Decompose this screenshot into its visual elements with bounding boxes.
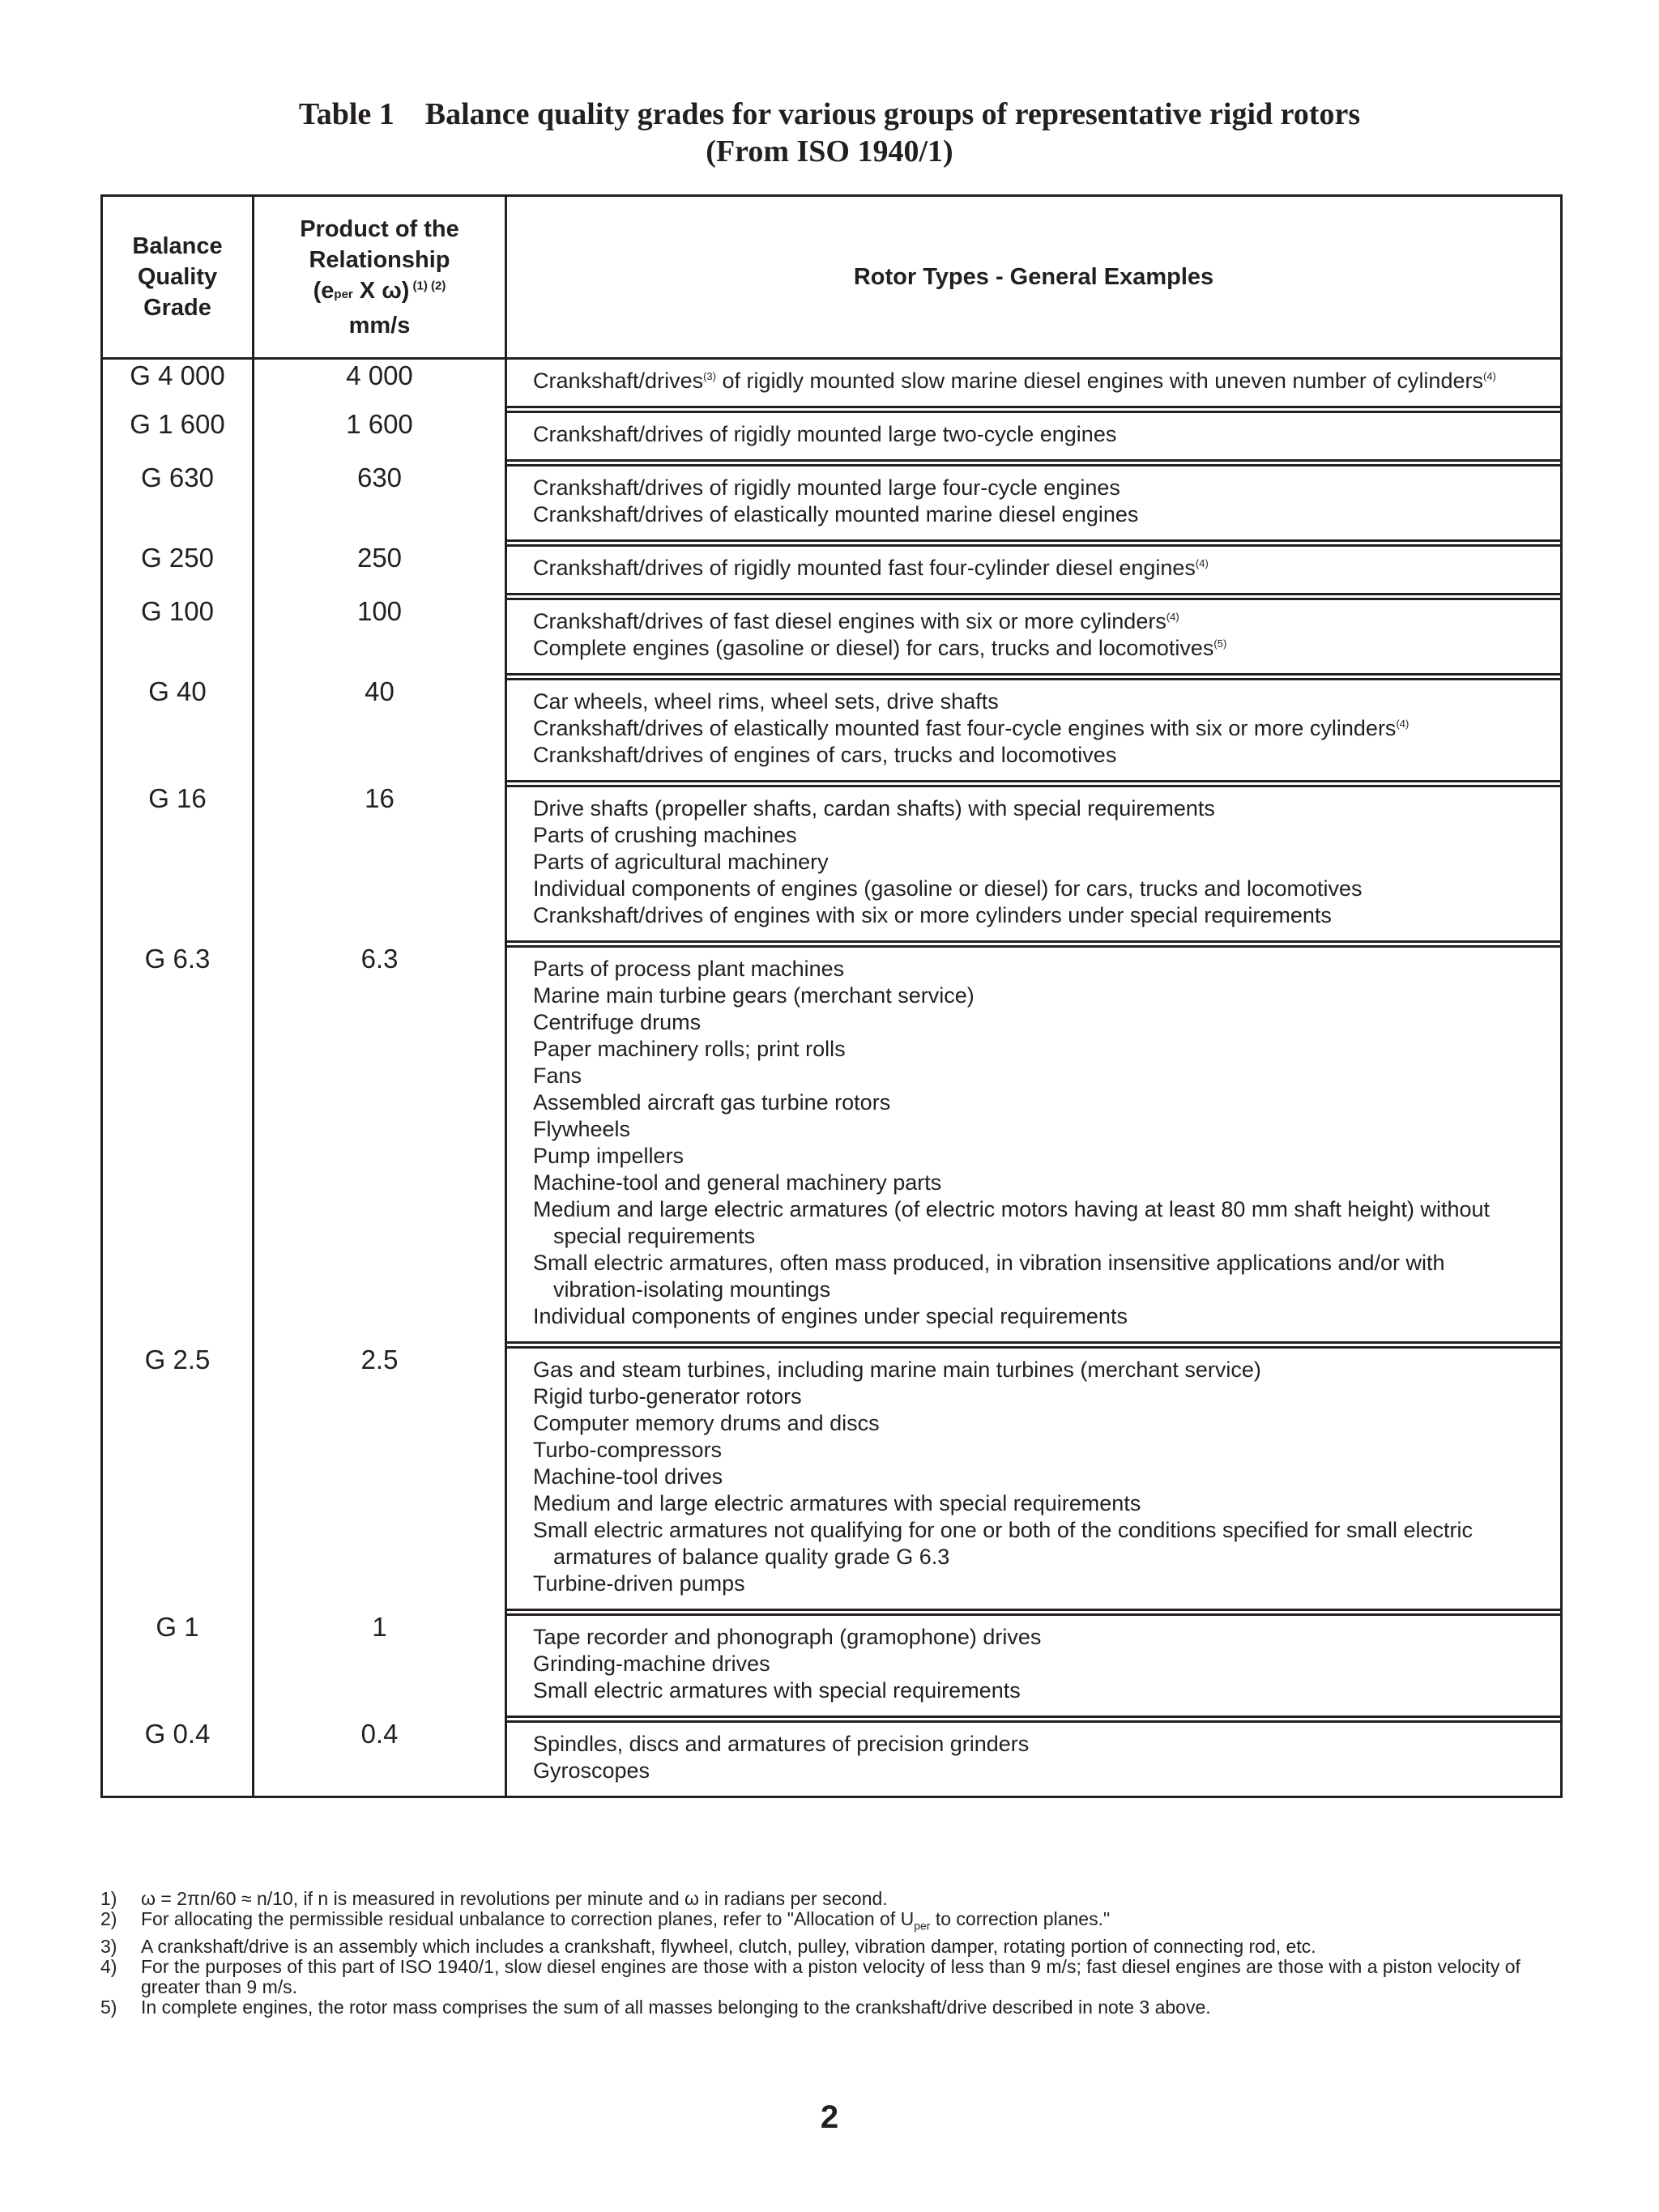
product-cell: 2.5 <box>254 1344 506 1611</box>
footnote <box>100 1909 1560 1937</box>
example-item: Individual components of engines under special requirements <box>533 1304 1128 1328</box>
example-item: Turbo-compressors <box>533 1438 723 1462</box>
example-item-continuation: vibration-isolating mountings <box>553 1277 831 1302</box>
example-item: Gyroscopes <box>533 1758 650 1783</box>
grade-cell: G 4 000 <box>102 359 254 409</box>
grade-cell: G 250 <box>102 542 254 595</box>
example-item: Small electric armatures with special requirements <box>533 1678 1021 1703</box>
footnote <box>100 1997 1560 2018</box>
examples-cell <box>506 595 1562 676</box>
product-cell: 4 000 <box>254 359 506 409</box>
example-item: Crankshaft/drives of rigidly mounted large four-cycle engines <box>533 475 1120 500</box>
table-title-line-1: Table 1 Balance quality grades for various groups of representative rigid rotors <box>298 97 1361 131</box>
footnote-number: 1) <box>100 1888 117 1909</box>
product-cell: 1 <box>254 1611 506 1718</box>
example-item: Crankshaft/drives of fast diesel engines with six or more cylinders$^{(4)}$ <box>533 609 1179 633</box>
examples-cell <box>506 408 1562 462</box>
examples-box <box>507 464 1560 542</box>
examples-box <box>507 544 1560 595</box>
grade-cell: G 6.3 <box>102 943 254 1344</box>
example-item: Grinding-machine drives <box>533 1652 770 1676</box>
grade-cell: G 40 <box>102 676 254 782</box>
example-item: Paper machinery rolls; print rolls <box>533 1037 846 1061</box>
example-item: Crankshaft/drives$^{(3)}$ of rigidly mounted slow marine diesel engines with uneven number of cylinders$^{(4)}$ <box>533 369 1496 393</box>
footnote <box>100 1937 1560 1957</box>
table-row <box>102 676 1562 782</box>
examples-cell <box>506 676 1562 782</box>
example-item: Medium and large electric armatures with special requirements <box>533 1491 1141 1515</box>
footnote-text: In complete engines, the rotor mass comprises the sum of all masses belonging to the crankshaft/drive described in note 3 above. <box>141 1996 1211 2018</box>
examples-box <box>507 598 1560 676</box>
footnote-ref: (4) <box>1166 611 1179 623</box>
table-header-row <box>102 196 1562 359</box>
table-title-line-2: (From ISO 1940/1) <box>706 134 953 168</box>
footnote-text: A crankshaft/drive is an assembly which includes a crankshaft, flywheel, clutch, pulley, vibration damper, rotating portion of connecting rod, etc. <box>141 1935 1316 1957</box>
examples-cell <box>506 782 1562 943</box>
footnote-ref: (4) <box>1396 718 1410 730</box>
header-rotor-types: Rotor Types - General Examples <box>506 196 1562 359</box>
examples-cell <box>506 1611 1562 1718</box>
table-row <box>102 1611 1562 1718</box>
example-item: Crankshaft/drives of rigidly mounted large two-cycle engines <box>533 422 1117 446</box>
footnote-number: 2) <box>100 1908 117 1929</box>
examples-cell <box>506 542 1562 595</box>
examples-cell <box>506 359 1562 409</box>
footnote-text: For allocating the permissible residual unbalance to correction planes, refer to "Allocation of $U_{per}$ to correction planes." <box>141 1908 1111 1933</box>
grade-cell: G 1 <box>102 1611 254 1718</box>
product-cell: 6.3 <box>254 943 506 1344</box>
product-cell: 100 <box>254 595 506 676</box>
table-row <box>102 1344 1562 1611</box>
example-item: Marine main turbine gears (merchant service) <box>533 983 975 1008</box>
table-row <box>102 1718 1562 1797</box>
example-item: Flywheels <box>533 1117 631 1141</box>
examples-box <box>507 1613 1560 1718</box>
examples-box <box>507 945 1560 1344</box>
page-number: 2 <box>820 2099 839 2135</box>
footnote-number: 4) <box>100 1955 117 1977</box>
examples-cell <box>506 943 1562 1344</box>
example-item: Parts of process plant machines <box>533 957 845 981</box>
example-item: Crankshaft/drives of engines of cars, trucks and locomotives <box>533 743 1117 767</box>
product-cell: 1 600 <box>254 408 506 462</box>
examples-box <box>507 1720 1560 1796</box>
example-item: Small electric armatures, often mass produced, in vibration insensitive applications and/or with <box>533 1251 1445 1275</box>
examples-box <box>507 1346 1560 1611</box>
table-row <box>102 595 1562 676</box>
example-item: Assembled aircraft gas turbine rotors <box>533 1090 891 1115</box>
example-item: Medium and large electric armatures (of electric motors having at least 80 mm shaft height) without <box>533 1197 1491 1221</box>
product-cell: 0.4 <box>254 1718 506 1797</box>
header-product-relationship: Product of the Relationship (eper X ω) $^{(1) (2)}$ mm/s <box>254 196 506 359</box>
product-cell: 16 <box>254 782 506 943</box>
product-cell: 630 <box>254 462 506 542</box>
grade-cell: G 1 600 <box>102 408 254 462</box>
footnote-ref: (5) <box>1213 637 1227 650</box>
footnote-ref: (3) <box>703 370 716 382</box>
example-item: Centrifuge drums <box>533 1010 702 1034</box>
examples-cell <box>506 1344 1562 1611</box>
example-item: Crankshaft/drives of elastically mounted marine diesel engines <box>533 502 1139 526</box>
example-item: Machine-tool and general machinery parts <box>533 1170 942 1195</box>
table-row <box>102 462 1562 542</box>
table-title <box>0 96 1659 170</box>
grade-cell: G 2.5 <box>102 1344 254 1611</box>
example-item: Pump impellers <box>533 1144 684 1168</box>
grade-cell: G 0.4 <box>102 1718 254 1797</box>
example-item: Drive shafts (propeller shafts, cardan shafts) with special requirements <box>533 796 1215 820</box>
example-item: Crankshaft/drives of elastically mounted fast four-cycle engines with six or more cylinders$^{(4)}$ <box>533 716 1410 740</box>
examples-box <box>507 411 1560 462</box>
footnote-text: ω = 2πn/60 ≈ n/10, if n is measured in revolutions per minute and ω in radians per second. <box>141 1888 888 1909</box>
header-formula: (eper X ω) $^{(1) (2)}$ <box>313 277 446 304</box>
product-cell: 40 <box>254 676 506 782</box>
example-item: Gas and steam turbines, including marine main turbines (merchant service) <box>533 1357 1261 1382</box>
table-row <box>102 359 1562 409</box>
product-cell: 250 <box>254 542 506 595</box>
example-item: Crankshaft/drives of rigidly mounted fast four-cylinder diesel engines$^{(4)}$ <box>533 556 1209 580</box>
example-item: Rigid turbo-generator rotors <box>533 1384 802 1409</box>
header-balance-quality-grade: Balance Quality Grade <box>102 196 254 359</box>
examples-box <box>507 785 1560 943</box>
table-row <box>102 408 1562 462</box>
balance-grades-table <box>100 194 1563 1798</box>
footnote-number: 5) <box>100 1996 117 2018</box>
table-row <box>102 542 1562 595</box>
example-item-continuation: special requirements <box>553 1224 756 1248</box>
example-item: Crankshaft/drives of engines with six or more cylinders under special requirements <box>533 903 1332 927</box>
example-item-continuation: armatures of balance quality grade G 6.3 <box>553 1545 950 1569</box>
grade-cell: G 630 <box>102 462 254 542</box>
footnote <box>100 1957 1560 1997</box>
example-item: Parts of crushing machines <box>533 823 797 847</box>
grade-cell: G 16 <box>102 782 254 943</box>
example-item: Parts of agricultural machinery <box>533 850 829 874</box>
example-item: Machine-tool drives <box>533 1464 723 1489</box>
footnotes <box>100 1889 1560 2018</box>
example-item: Tape recorder and phonograph (gramophone) drives <box>533 1625 1042 1649</box>
table-row <box>102 782 1562 943</box>
examples-cell <box>506 1718 1562 1797</box>
footnote <box>100 1889 1560 1909</box>
example-item: Computer memory drums and discs <box>533 1411 880 1435</box>
examples-cell <box>506 462 1562 542</box>
examples-box <box>507 678 1560 782</box>
example-item: Turbine-driven pumps <box>533 1571 745 1596</box>
table-row <box>102 943 1562 1344</box>
footnote-ref: (4) <box>1195 557 1209 569</box>
example-item: Complete engines (gasoline or diesel) for cars, trucks and locomotives$^{(5)}$ <box>533 636 1227 660</box>
example-item: Spindles, discs and armatures of precision grinders <box>533 1732 1030 1756</box>
example-item: Small electric armatures not qualifying for one or both of the conditions specified for small electric <box>533 1518 1473 1542</box>
example-item: Fans <box>533 1063 582 1088</box>
grade-cell: G 100 <box>102 595 254 676</box>
footnote-text: For the purposes of this part of ISO 1940/1, slow diesel engines are those with a piston velocity of less than 9 m/s; fast diesel engines are those with a piston velocity of greater than 9 m/s. <box>141 1955 1520 1997</box>
example-item: Car wheels, wheel rims, wheel sets, drive shafts <box>533 689 999 714</box>
footnote-number: 3) <box>100 1935 117 1957</box>
examples-box <box>507 360 1560 408</box>
example-item: Individual components of engines (gasoline or diesel) for cars, trucks and locomotives <box>533 876 1363 901</box>
footnote-ref: (4) <box>1482 370 1496 382</box>
